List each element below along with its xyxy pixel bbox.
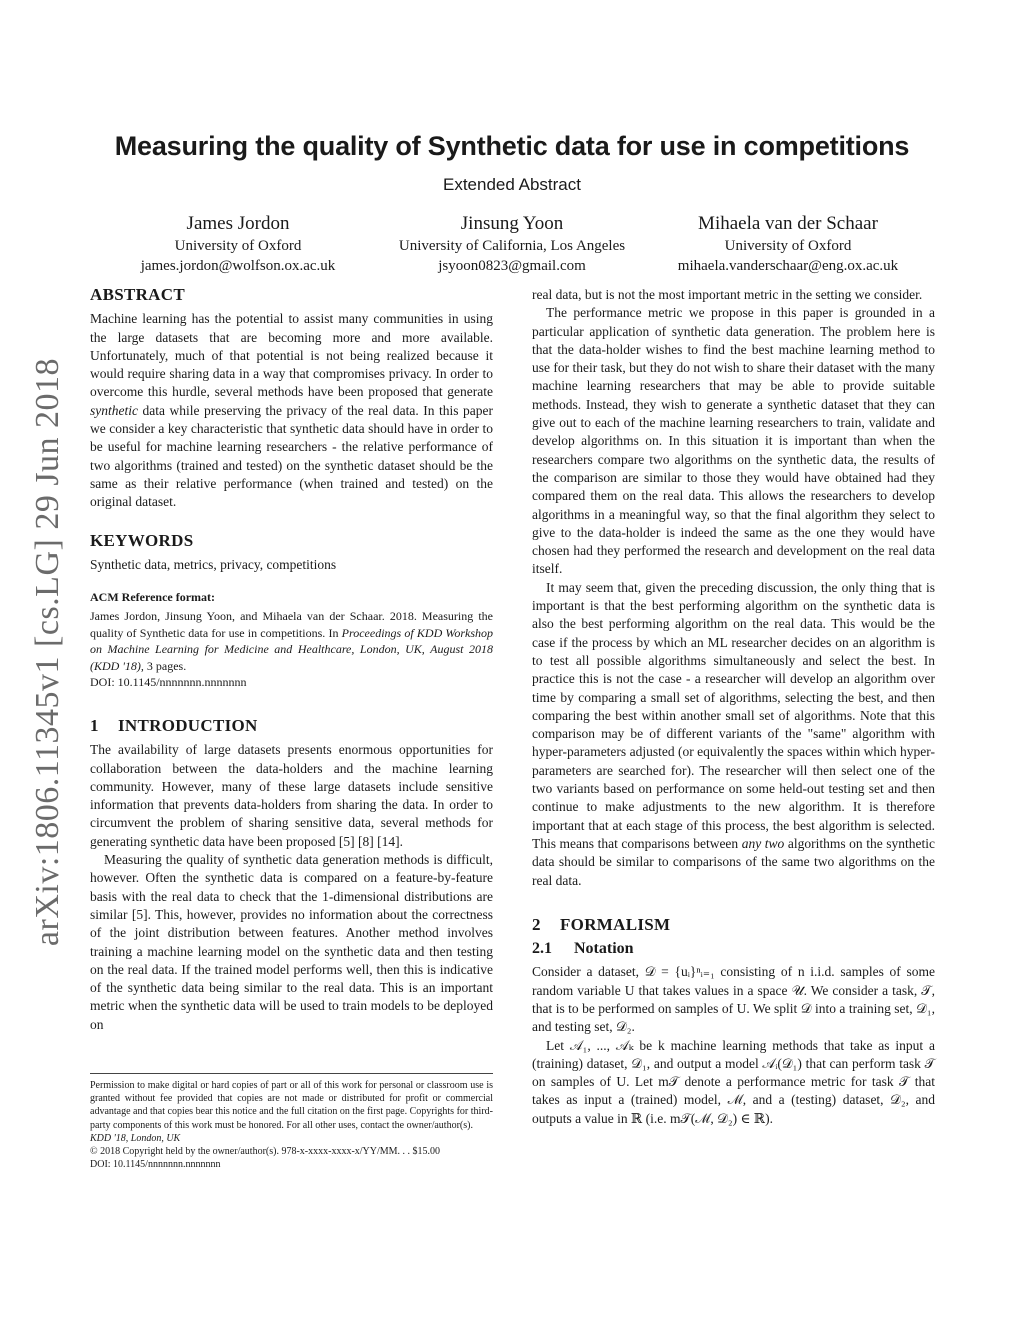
copyright-footnote [90,1073,493,1171]
abstract-text: Machine learning has the potential to assist many communities in using the large datasets that are becoming more and more available. Unfortunately, much of that potential is not being realized because it would require sharing data in a way that compromises privacy. In order to overcome this hurdle, several methods have been proposed that generate synthetic data while preserving the privacy of the real data. In this paper we consider a key characteristic that synthetic data should have in order to be useful for machine learning researchers - the relative performance of two algorithms (trained and tested) on the synthetic dataset should be the same as their relative performance (when trained and tested) on the original dataset. [90,311,493,510]
author-affiliation: University of Oxford [174,238,302,254]
arxiv-stamp: arXiv:1806.11345v1 [cs.LG] 29 Jun 2018 [29,357,66,947]
author-block-3 [643,212,933,276]
introduction-paragraph-1: The availability of large datasets presents enormous opportunities for collaboration between the data-holders and the machine learning community. However, many of these large datasets include sensitive information that prevents data-holders from sharing the data. In order to circumvent the problem of sharing sensitive data, several methods for generating synthetic data have been proposed [5] [8] [14]. [90,742,493,849]
author-email: james.jordon@wolfson.ox.ac.uk [140,258,336,274]
abstract-heading: ABSTRACT [90,285,185,304]
copyright-line: © 2018 Copyright held by the owner/author(s). 978-x-xxxx-xxxx-x/YY/MM. . . $15.00 [90,1146,441,1158]
author-block-2 [367,212,657,276]
paper-subtitle: Extended Abstract [443,175,581,194]
author-block-1 [93,212,383,276]
author-name: Jinsung Yoon [460,213,564,234]
footnote-doi: DOI: 10.1145/nnnnnnn.nnnnnnn [90,1159,221,1171]
author-email: jsyoon0823@gmail.com [438,258,586,274]
introduction-paragraph-cont: real data, but is not the most important metric in the setting we consider. [532,287,923,302]
author-email: mihaela.vanderschaar@eng.ox.ac.uk [677,258,899,274]
selection-paragraph: It may seem that, given the preceding discussion, the only thing that is important is that the best performing algorithm on the synthetic data is also the best performing algorithm on the real data. This would be the case if the process by which an ML researcher decides on an algorithm is to test all possible algorithms simultaneously and select the best. In practice this is not the case - a researcher will develop an algorithm over time by comparing a small set of algorithms, selecting the best, and then comparing the best within another small set of algorithms. Note that this comparison may be of different variants of the "same" algorithm with hyper-parameters adjusted (or equivalently the spaces within which hyper-parameters are searched for). The researcher will then select one of the two variants based on performance on some held-out testing set and then continue to make adjustments to the new algorithm. It is therefore important that at each stage of this process, the best algorithm is selected. This means that comparisons between any two algorithms on the synthetic data should be similar to comparisons of the same two algorithms on the real data. [532,579,935,888]
notation-paragraph-2: Let 𝒜₁, ..., 𝒜ₖ be k machine learning methods that take as input a (training) dataset, 𝒟₁, and output a model 𝒜ᵢ(𝒟₁) that can perform task 𝒯 on samples of U. Let m𝒯 denote a performance metric for task 𝒯 that takes as input a (trained) model, ℳ, and a (testing) dataset, 𝒟₂, and outputs a value in ℝ (i.e. m𝒯(ℳ, 𝒟₂) ∈ ℝ). [532,1037,935,1126]
acm-reference-text: James Jordon, Jinsung Yoon, and Mihaela van der Schaar. 2018. Measuring the quality of Synthetic data for use in competitions. In Proceedings of KDD Workshop on Machine Learning for Medicine and Healthcare, London, UK, August 2018 (KDD '18), 3 pages. [90,609,493,673]
author-name: James Jordon [186,213,290,234]
notation-paragraph-1: Consider a dataset, 𝒟 = {uᵢ}ⁿᵢ₌₁ consisting of n i.i.d. samples of some random variable U that takes values in a space 𝒰. We consider a task, 𝒯, that is to be performed on samples of U. We split 𝒟 into a training set, 𝒟₁, and testing set, 𝒟₂. [532,964,935,1035]
introduction-paragraph-2: Measuring the quality of synthetic data generation methods is difficult, however. Often the synthetic data is compared on a feature-by-feature basis with the real data to check that the 1-dimensional distributions are similar [5]. This, however, provides no information about the correctness of the joint distribution between features. Another method involves training a machine learning model on the synthetic data and then testing on the real data. If the trained model performs well, then this is indicative of the synthetic data being similar to the real data. This is an important metric when the synthetic data will be used to train models to be deployed on [90,852,493,1032]
keywords-text: Synthetic data, metrics, privacy, competitions [90,556,337,572]
acm-reference-doi: DOI: 10.1145/nnnnnnn.nnnnnnn [90,675,247,690]
left-column [90,286,493,1034]
author-affiliation: University of Oxford [724,238,852,254]
permission-notice: Permission to make digital or hard copies of part or all of this work for personal or classroom use is granted without fee provided that copies are not made or distributed for profit or commercial advantage and that copies bear this notice and the full citation on the first page. Copyrights for third-party components of this work must be honored. For all other uses, contact the owner/author(s). [90,1080,493,1131]
notation-heading: 2.1 Notation [532,940,634,958]
venue-line: KDD '18, London, UK [90,1132,181,1144]
formalism-heading: 2 FORMALISM [532,914,671,934]
keywords-heading: KEYWORDS [90,530,194,550]
author-name: Mihaela van der Schaar [698,213,878,234]
metric-paragraph: The performance metric we propose in this paper is grounded in a particular application of synthetic data generation. The problem here is that the data-holder wishes to find the best machine learning method to use for their task, but they do not wish to share their dataset with the many machine learning researchers that may be able to provide suitable methods. Instead, they wish to generate a synthetic dataset that they can give out to each of the machine learning researchers to train, validate and develop algorithms on. In this situation it is important than when the researchers compare two algorithms on the synthetic data, the results of the comparison are similar to those they would have obtained had they compared them on the real data. This allows the researchers to develop algorithms in a meaningful way, so that the final algorithm they select to give to the data-holder is indeed the same as the one they would have chosen had they performed the research and development on the real data itself. [532,305,935,577]
paper-title: Measuring the quality of Synthetic data for use in competitions [114,131,910,161]
author-affiliation: University of California, Los Angeles [398,238,626,254]
right-column [532,286,935,1128]
acm-reference-heading: ACM Reference format: [90,590,216,605]
introduction-heading: 1 INTRODUCTION [90,715,258,735]
